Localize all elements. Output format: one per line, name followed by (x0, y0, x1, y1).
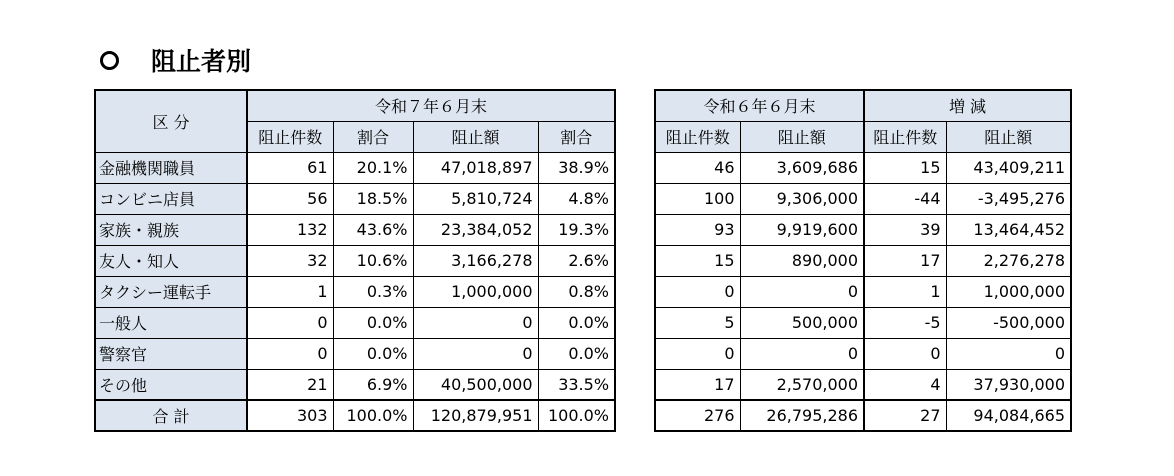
diff-count-cell: 1 (864, 276, 946, 307)
change-header: 増 減 (864, 90, 1071, 121)
ratio-cell: 10.6% (333, 245, 413, 276)
count-cell: 21 (247, 369, 333, 400)
diff-amount-cell: -3,495,276 (946, 183, 1071, 214)
diff-amount-cell: 94,084,665 (946, 400, 1071, 431)
amount-cell: 40,500,000 (413, 369, 538, 400)
count-cell: 56 (247, 183, 333, 214)
table-row (95, 307, 615, 338)
diff-count-cell: 39 (864, 214, 946, 245)
prev-count-cell: 46 (655, 152, 740, 183)
diff-amount-cell: 2,276,278 (946, 245, 1071, 276)
ratio-cell: 100.0% (333, 400, 413, 431)
prev-count-cell: 17 (655, 369, 740, 400)
row-label: 警察官 (95, 338, 247, 369)
table-row (95, 214, 615, 245)
prev-amount-cell: 26,795,286 (740, 400, 864, 431)
table-row (655, 307, 1071, 338)
total-row (655, 400, 1071, 431)
amount-cell: 0 (413, 307, 538, 338)
ratio-cell: 20.1% (333, 152, 413, 183)
row-label: 家族・親族 (95, 214, 247, 245)
amount-cell: 23,384,052 (413, 214, 538, 245)
diff-amount-cell: -500,000 (946, 307, 1071, 338)
prev-count-cell: 276 (655, 400, 740, 431)
prev-amount-cell: 0 (740, 276, 864, 307)
count-cell: 132 (247, 214, 333, 245)
prev-count-cell: 100 (655, 183, 740, 214)
total-row (95, 400, 615, 431)
diff-count-cell: 15 (864, 152, 946, 183)
table-row (95, 183, 615, 214)
diff-amount-cell: 43,409,211 (946, 152, 1071, 183)
ratio-cell: 0.3% (333, 276, 413, 307)
category-header: 区 分 (95, 90, 247, 152)
amount-cell: 5,810,724 (413, 183, 538, 214)
prev-amount-header: 阻止額 (740, 121, 864, 152)
prev-count-cell: 0 (655, 338, 740, 369)
diff-count-header: 阻止件数 (864, 121, 946, 152)
row-label: 友人・知人 (95, 245, 247, 276)
table-row (95, 276, 615, 307)
page-title (100, 42, 251, 78)
current-period-header: 令和７年６月末 (247, 90, 615, 121)
table-row (95, 245, 615, 276)
amount-ratio-cell: 33.5% (538, 369, 615, 400)
ratio-cell: 0.0% (333, 338, 413, 369)
count-cell: 32 (247, 245, 333, 276)
prev-amount-cell: 890,000 (740, 245, 864, 276)
count-cell: 0 (247, 338, 333, 369)
amount-ratio-cell: 0.0% (538, 307, 615, 338)
ratio-cell: 18.5% (333, 183, 413, 214)
table-row (655, 245, 1071, 276)
previous-period-header: 令和６年６月末 (655, 90, 864, 121)
amount-ratio-cell: 38.9% (538, 152, 615, 183)
amount-ratio-cell: 0.0% (538, 338, 615, 369)
prev-count-cell: 93 (655, 214, 740, 245)
amount-cell: 1,000,000 (413, 276, 538, 307)
page-title-text: 阻止者別 (151, 47, 252, 76)
amount-ratio-cell: 4.8% (538, 183, 615, 214)
current-period-table (94, 89, 616, 432)
prev-count-cell: 15 (655, 245, 740, 276)
table-row (95, 338, 615, 369)
diff-count-cell: -5 (864, 307, 946, 338)
table-row (655, 338, 1071, 369)
total-label: 合 計 (95, 400, 247, 431)
amount-ratio-cell: 19.3% (538, 214, 615, 245)
table-row (655, 214, 1071, 245)
prev-amount-cell: 9,306,000 (740, 183, 864, 214)
amount-cell: 47,018,897 (413, 152, 538, 183)
prev-amount-cell: 2,570,000 (740, 369, 864, 400)
row-label: その他 (95, 369, 247, 400)
amount-cell: 120,879,951 (413, 400, 538, 431)
amount-cell: 0 (413, 338, 538, 369)
count-cell: 303 (247, 400, 333, 431)
ratio-cell: 6.9% (333, 369, 413, 400)
circle-icon (100, 51, 119, 70)
diff-count-cell: 17 (864, 245, 946, 276)
ratio-header: 割合 (333, 121, 413, 152)
diff-amount-cell: 37,930,000 (946, 369, 1071, 400)
prev-amount-cell: 3,609,686 (740, 152, 864, 183)
prev-amount-cell: 0 (740, 338, 864, 369)
prev-count-cell: 0 (655, 276, 740, 307)
prev-amount-cell: 9,919,600 (740, 214, 864, 245)
diff-count-cell: 27 (864, 400, 946, 431)
count-header: 阻止件数 (247, 121, 333, 152)
diff-amount-cell: 0 (946, 338, 1071, 369)
row-label: 金融機関職員 (95, 152, 247, 183)
amount-ratio-cell: 100.0% (538, 400, 615, 431)
diff-amount-header: 阻止額 (946, 121, 1071, 152)
ratio-cell: 43.6% (333, 214, 413, 245)
diff-count-cell: 4 (864, 369, 946, 400)
amount-ratio-cell: 0.8% (538, 276, 615, 307)
count-cell: 0 (247, 307, 333, 338)
table-row (655, 369, 1071, 400)
amount-header: 阻止額 (413, 121, 538, 152)
diff-count-cell: -44 (864, 183, 946, 214)
count-cell: 1 (247, 276, 333, 307)
prev-count-cell: 5 (655, 307, 740, 338)
row-label: コンビニ店員 (95, 183, 247, 214)
table-row (655, 183, 1071, 214)
amount-ratio-header: 割合 (538, 121, 615, 152)
prev-amount-cell: 500,000 (740, 307, 864, 338)
count-cell: 61 (247, 152, 333, 183)
table-row (95, 152, 615, 183)
table-row (655, 152, 1071, 183)
ratio-cell: 0.0% (333, 307, 413, 338)
diff-count-cell: 0 (864, 338, 946, 369)
row-label: タクシー運転手 (95, 276, 247, 307)
diff-amount-cell: 13,464,452 (946, 214, 1071, 245)
diff-amount-cell: 1,000,000 (946, 276, 1071, 307)
amount-ratio-cell: 2.6% (538, 245, 615, 276)
amount-cell: 3,166,278 (413, 245, 538, 276)
table-row (655, 276, 1071, 307)
comparison-table (654, 89, 1072, 432)
prev-count-header: 阻止件数 (655, 121, 740, 152)
table-row (95, 369, 615, 400)
row-label: 一般人 (95, 307, 247, 338)
